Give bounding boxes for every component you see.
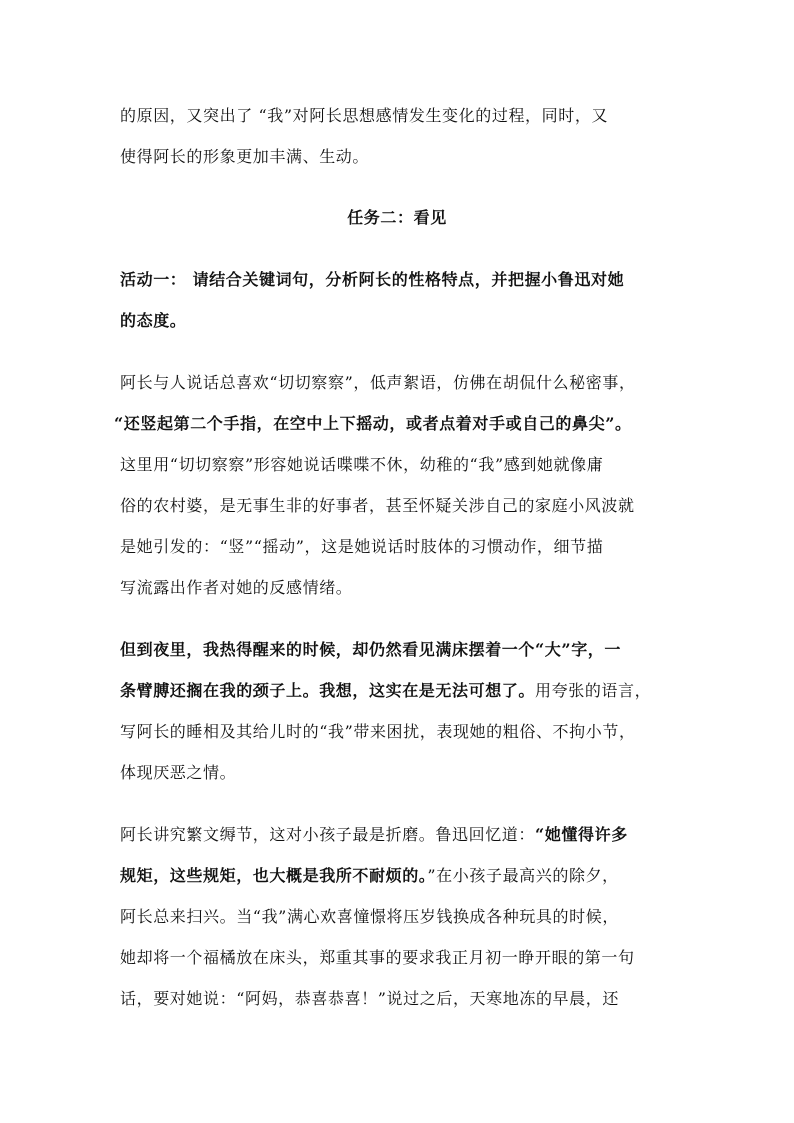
para2-line-2: [120, 681, 651, 701]
para1-line-2: “还竖起第二个手指，在空中上下摇动，或者点着对手或自己的鼻尖”。: [114, 414, 632, 433]
intro-line-2: 使得阿长的形象更加丰满、生动。: [120, 147, 370, 166]
para3-line-4: 她却将一个福橘放在床头，郑重其事的要求我正月初一睁开眼的第一句: [120, 948, 635, 967]
section-title: 任务二：看见: [347, 208, 447, 227]
activity-line-1: 活动一： 请结合关键词句，分析阿长的性格特点，并把握小鲁迅对她: [120, 270, 625, 289]
para1-line-5: 是她引发的：“竖”“摇动”，这是她说话时肢体的习惯动作，细节描: [120, 537, 604, 556]
para2-line-2-rest: 用夸张的语言，: [535, 681, 652, 700]
para3-line-5: 话，要对她说：“阿妈，恭喜恭喜！”说过之后，天寒地冻的早晨，还: [120, 989, 619, 1008]
para1-line-4: 俗的农村婆，是无事生非的好事者，甚至怀疑关涉自己的家庭小风波就: [120, 496, 635, 515]
para3-line-2-rest: ”在小孩子最高兴的除夕，: [427, 866, 619, 885]
para3-line-1-bold: “她懂得许多: [535, 825, 628, 844]
activity-line-2: 的态度。: [120, 311, 187, 330]
para3-line-3: 阿长总来扫兴。当“我”满心欢喜憧憬将压岁钱换成各种玩具的时候，: [120, 907, 619, 926]
para2-line-3: 写阿长的睡相及其给儿时的“我”带来困扰，表现她的粗俗、不拘小节，: [120, 722, 636, 741]
para1-line-3: 这里用“切切察察”形容她说话喋喋不休，幼稚的“我”感到她就像庸: [120, 455, 604, 474]
para2-line-1: 但到夜里，我热得醒来的时候，却仍然看见满床摆着一个“大”字，一: [120, 640, 622, 659]
para1-line-6: 写流露出作者对她的反感情绪。: [120, 578, 353, 597]
para2-line-4: 体现厌恶之情。: [120, 763, 237, 782]
para2-line-2-bold: 条臂膊还搁在我的颈子上。我想，这实在是无法可想了。: [120, 681, 536, 700]
para3-line-1: [120, 825, 628, 845]
para1-line-1: 阿长与人说话总喜欢“切切察察”，低声絮语，仿佛在胡侃什么秘密事，: [120, 373, 636, 392]
para3-line-2-bold: 规矩，这些规矩，也大概是我所不耐烦的。: [120, 866, 428, 885]
para3-line-2: [120, 866, 619, 886]
intro-line-1: 的原因，又突出了 “我”对阿长思想感情发生变化的过程，同时，又: [120, 106, 609, 125]
para3-line-1-plain: 阿长讲究繁文缛节，这对小孩子最是折磨。鲁迅回忆道：: [120, 825, 536, 844]
